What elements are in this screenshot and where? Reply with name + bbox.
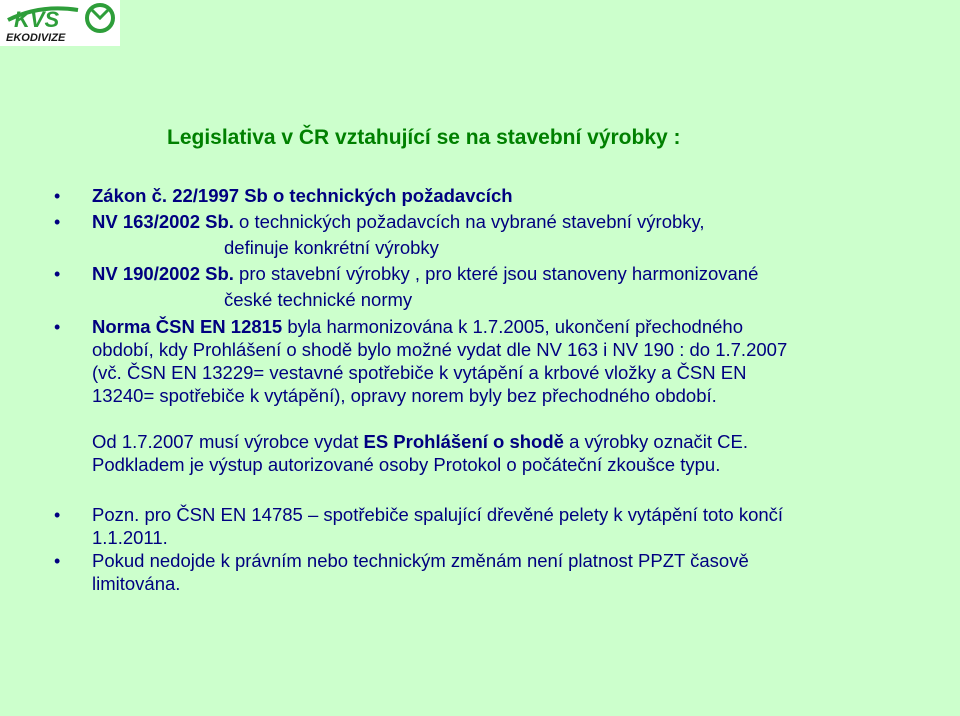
page-title: Legislativa v ČR vztahující se na stavební výrobky : xyxy=(167,126,681,149)
item-pozn-line2: 1.1.2011. xyxy=(92,527,168,548)
item-nv190-bold: NV 190/2002 Sb. xyxy=(92,263,234,284)
item-norma-line2: období, kdy Prohlášení o shodě bylo možné vydat dle NV 163 i NV 190 : do 1.7.2007 xyxy=(92,339,788,360)
bullet-icon: • xyxy=(54,551,61,571)
item-od-bold: ES Prohlášení o shodě xyxy=(363,431,564,452)
item-norma xyxy=(92,315,743,339)
item-pokud-line1: Pokud nedojde k právním nebo technickým změnám není platnost PPZT časově xyxy=(92,550,749,571)
item-zakon-bold: Zákon č. 22/1997 Sb o technických požadavcích xyxy=(92,185,513,206)
item-norma-line4: 13240= spotřebiče k vytápění), opravy norem byly bez přechodného období. xyxy=(92,385,717,406)
bullet-icon: • xyxy=(54,505,61,525)
item-nv190-text: pro stavební výrobky , pro které jsou stanoveny harmonizované xyxy=(233,263,759,284)
item-od-line2: Podkladem je výstup autorizované osoby Protokol o počáteční zkoušce typu. xyxy=(92,454,721,475)
item-nv190-continuation: české technické normy xyxy=(224,289,413,310)
bullet-icon: • xyxy=(54,186,61,206)
logo-brand-bottom: EKODIVIZE xyxy=(6,32,66,44)
item-nv163 xyxy=(92,210,705,234)
item-norma-text: byla harmonizována k 1.7.2005, ukončení přechodného xyxy=(282,316,743,337)
bullet-icon: • xyxy=(54,212,61,232)
item-od-pre: Od 1.7.2007 musí výrobce vydat xyxy=(92,431,364,452)
item-nv163-text: o technických požadavcích na vybrané stavební výrobky, xyxy=(233,211,705,232)
item-pokud-line2: limitována. xyxy=(92,573,181,594)
item-pozn-line1: Pozn. pro ČSN EN 14785 – spotřebiče spalující dřevěné pelety k vytápění toto končí xyxy=(92,504,784,525)
bullet-icon: • xyxy=(54,317,61,337)
kvs-logo-icon xyxy=(0,0,120,46)
item-od-post: a výrobky označit CE. xyxy=(563,431,748,452)
bullet-icon: • xyxy=(54,264,61,284)
item-od xyxy=(92,430,748,454)
item-norma-bold: Norma ČSN EN 12815 xyxy=(92,316,283,337)
item-nv163-bold: NV 163/2002 Sb. xyxy=(92,211,234,232)
logo-brand-top: KVS xyxy=(14,7,60,32)
item-nv190 xyxy=(92,262,758,286)
company-logo xyxy=(0,0,120,46)
item-norma-line3: (vč. ČSN EN 13229= vestavné spotřebiče k vytápění a krbové vložky a ČSN EN xyxy=(92,362,747,383)
item-nv163-continuation: definuje konkrétní výrobky xyxy=(224,237,439,258)
item-zakon xyxy=(92,184,513,208)
